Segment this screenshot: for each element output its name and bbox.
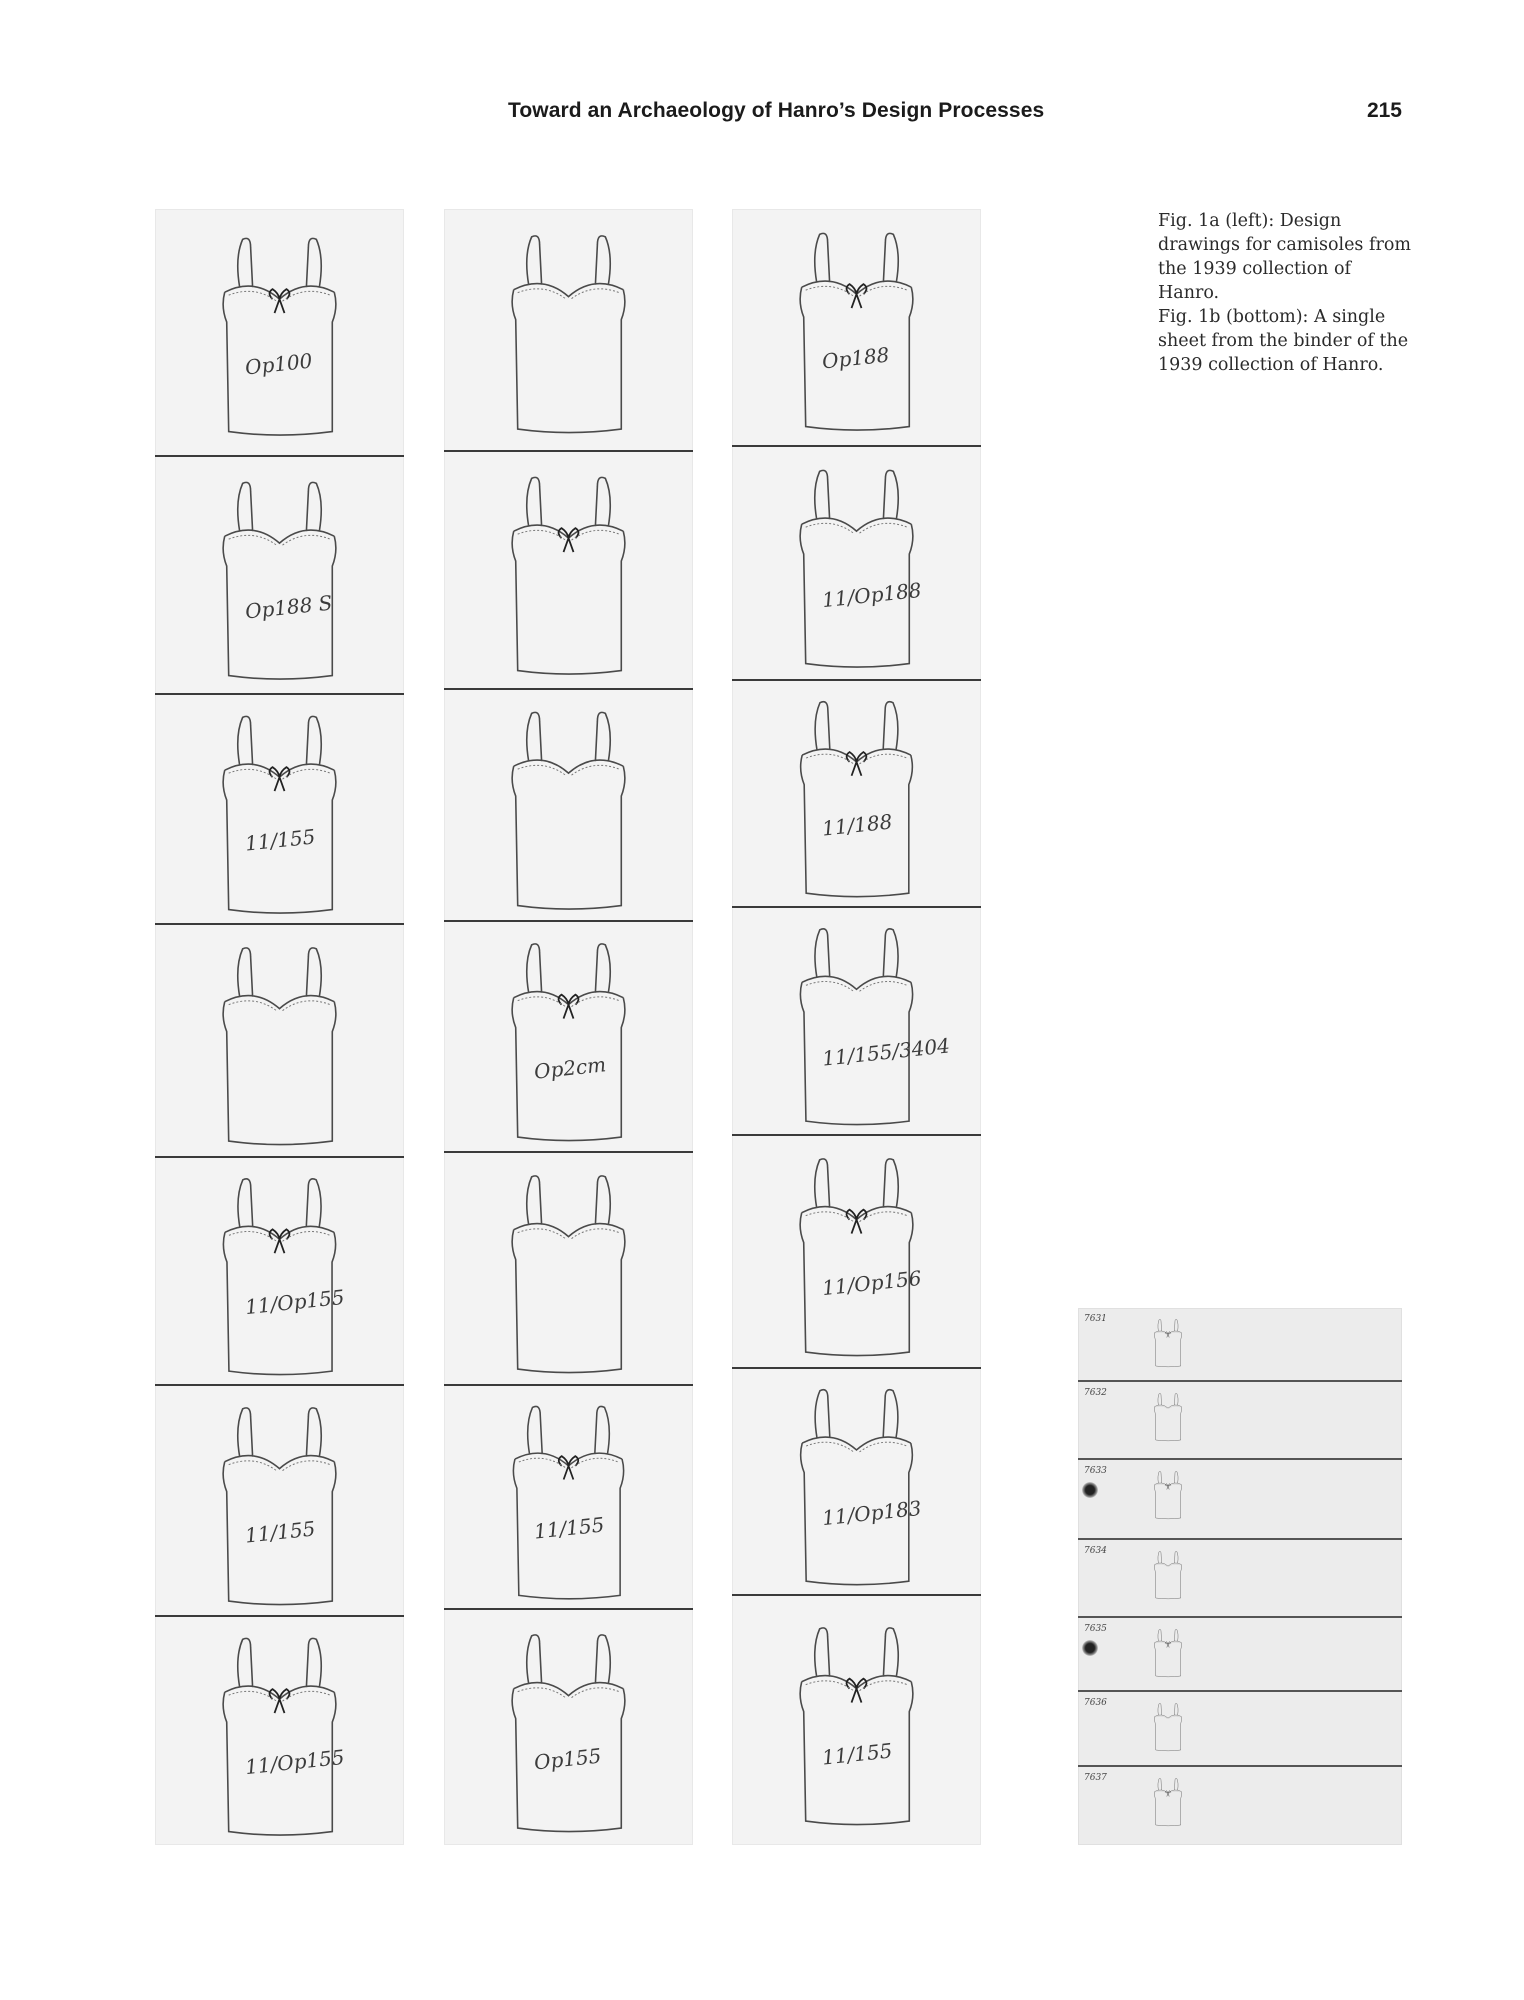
design-cell: [444, 688, 693, 922]
camisole-sketch: [155, 1386, 404, 1617]
design-cell: [155, 1156, 404, 1386]
design-label: Op100: [243, 348, 314, 380]
binder-code: 7634: [1084, 1546, 1107, 1556]
camisole-sketch: [732, 1596, 981, 1847]
design-cell: [155, 693, 404, 925]
running-head: Toward an Archaeology of Hanro’s Design Processes: [508, 99, 1045, 122]
binder-sketch: [1138, 1312, 1198, 1372]
camisole-sketch: [155, 695, 404, 925]
binder-code: 7636: [1084, 1698, 1107, 1708]
camisole-sketch: [732, 209, 981, 445]
binder-sketch: [1138, 1464, 1198, 1524]
design-label: Op2cm: [532, 1052, 608, 1084]
design-cell: [732, 445, 981, 681]
binder-sketch: [1138, 1771, 1198, 1831]
design-label: 11/155: [243, 824, 317, 856]
design-label: 11/155/3404: [821, 1033, 951, 1071]
binder-row: [1078, 1765, 1402, 1847]
design-label: 11/155: [820, 1738, 894, 1770]
binder-row: [1078, 1616, 1402, 1692]
binder-row: [1078, 1308, 1402, 1380]
camisole-sketch: [732, 1369, 981, 1596]
camisole-sketch: [444, 922, 693, 1153]
camisole-sketch: [155, 209, 404, 455]
design-cell: [732, 1594, 981, 1847]
binder-punch-hole: [1082, 1640, 1098, 1656]
design-cell: [732, 679, 981, 908]
caption-fig-1b: Fig. 1b (bottom): A single sheet from the binder of the 1939 collection of Hanro.: [1158, 307, 1409, 375]
camisole-sketch: [732, 908, 981, 1136]
camisole-sketch: [155, 925, 404, 1158]
binder-code: 7637: [1084, 1773, 1107, 1783]
binder-sheet: [1078, 1308, 1402, 1845]
binder-code: 7633: [1084, 1466, 1107, 1476]
page-number: 215: [1366, 99, 1402, 122]
design-cell: [732, 906, 981, 1136]
camisole-sketch: [155, 457, 404, 695]
camisole-sketch: [732, 447, 981, 681]
binder-row: [1078, 1690, 1402, 1767]
design-cell: [444, 450, 693, 690]
design-label: Op188: [820, 342, 891, 374]
design-cell: [732, 209, 981, 445]
design-cell: [155, 1384, 404, 1617]
design-label: 11/188: [820, 809, 894, 841]
design-cell: [444, 920, 693, 1153]
camisole-sketch: [444, 452, 693, 690]
binder-code: 7632: [1084, 1388, 1107, 1398]
camisole-sketch: [444, 690, 693, 922]
binder-punch-hole: [1082, 1482, 1098, 1498]
binder-code: 7635: [1084, 1624, 1107, 1634]
camisole-sketch: [444, 1153, 693, 1386]
design-cell: [732, 1367, 981, 1596]
camisole-sketch: [732, 681, 981, 908]
camisole-sketch: [732, 1136, 981, 1369]
design-cell: [444, 1384, 693, 1610]
binder-sketch: [1138, 1386, 1198, 1446]
camisole-sketch: [155, 1617, 404, 1847]
binder-row: [1078, 1458, 1402, 1540]
design-label: 11/Op155: [244, 1744, 346, 1780]
design-strip-3: [732, 209, 981, 1845]
binder-sketch: [1138, 1544, 1198, 1604]
binder-sketch: [1138, 1696, 1198, 1756]
binder-code: 7631: [1084, 1314, 1107, 1324]
design-label: 11/155: [243, 1516, 317, 1548]
design-label: 11/Op155: [244, 1284, 346, 1320]
design-cell: [155, 209, 404, 455]
binder-row: [1078, 1380, 1402, 1460]
design-cell: [444, 209, 693, 450]
camisole-sketch: [155, 1158, 404, 1386]
design-cell: [155, 923, 404, 1158]
design-cell: [155, 1615, 404, 1847]
camisole-sketch: [444, 1386, 693, 1610]
design-cell: [444, 1151, 693, 1386]
design-label: 11/Op188: [821, 577, 923, 613]
design-label: Op188 S: [243, 590, 334, 624]
design-cell: [155, 455, 404, 695]
design-strip-1: [155, 209, 404, 1845]
design-strip-2: [444, 209, 693, 1845]
design-label: 11/Op183: [821, 1495, 923, 1531]
camisole-sketch: [444, 209, 693, 450]
design-label: 11/155: [532, 1512, 606, 1544]
design-cell: [444, 1608, 693, 1847]
binder-row: [1078, 1538, 1402, 1618]
design-label: 11/Op156: [821, 1265, 923, 1301]
binder-sketch: [1138, 1622, 1198, 1682]
camisole-sketch: [444, 1610, 693, 1847]
caption-fig-1a: Fig. 1a (left): Design drawings for camisoles from the 1939 collection of Hanro.: [1158, 211, 1411, 303]
design-cell: [732, 1134, 981, 1369]
design-label: Op155: [532, 1743, 603, 1775]
